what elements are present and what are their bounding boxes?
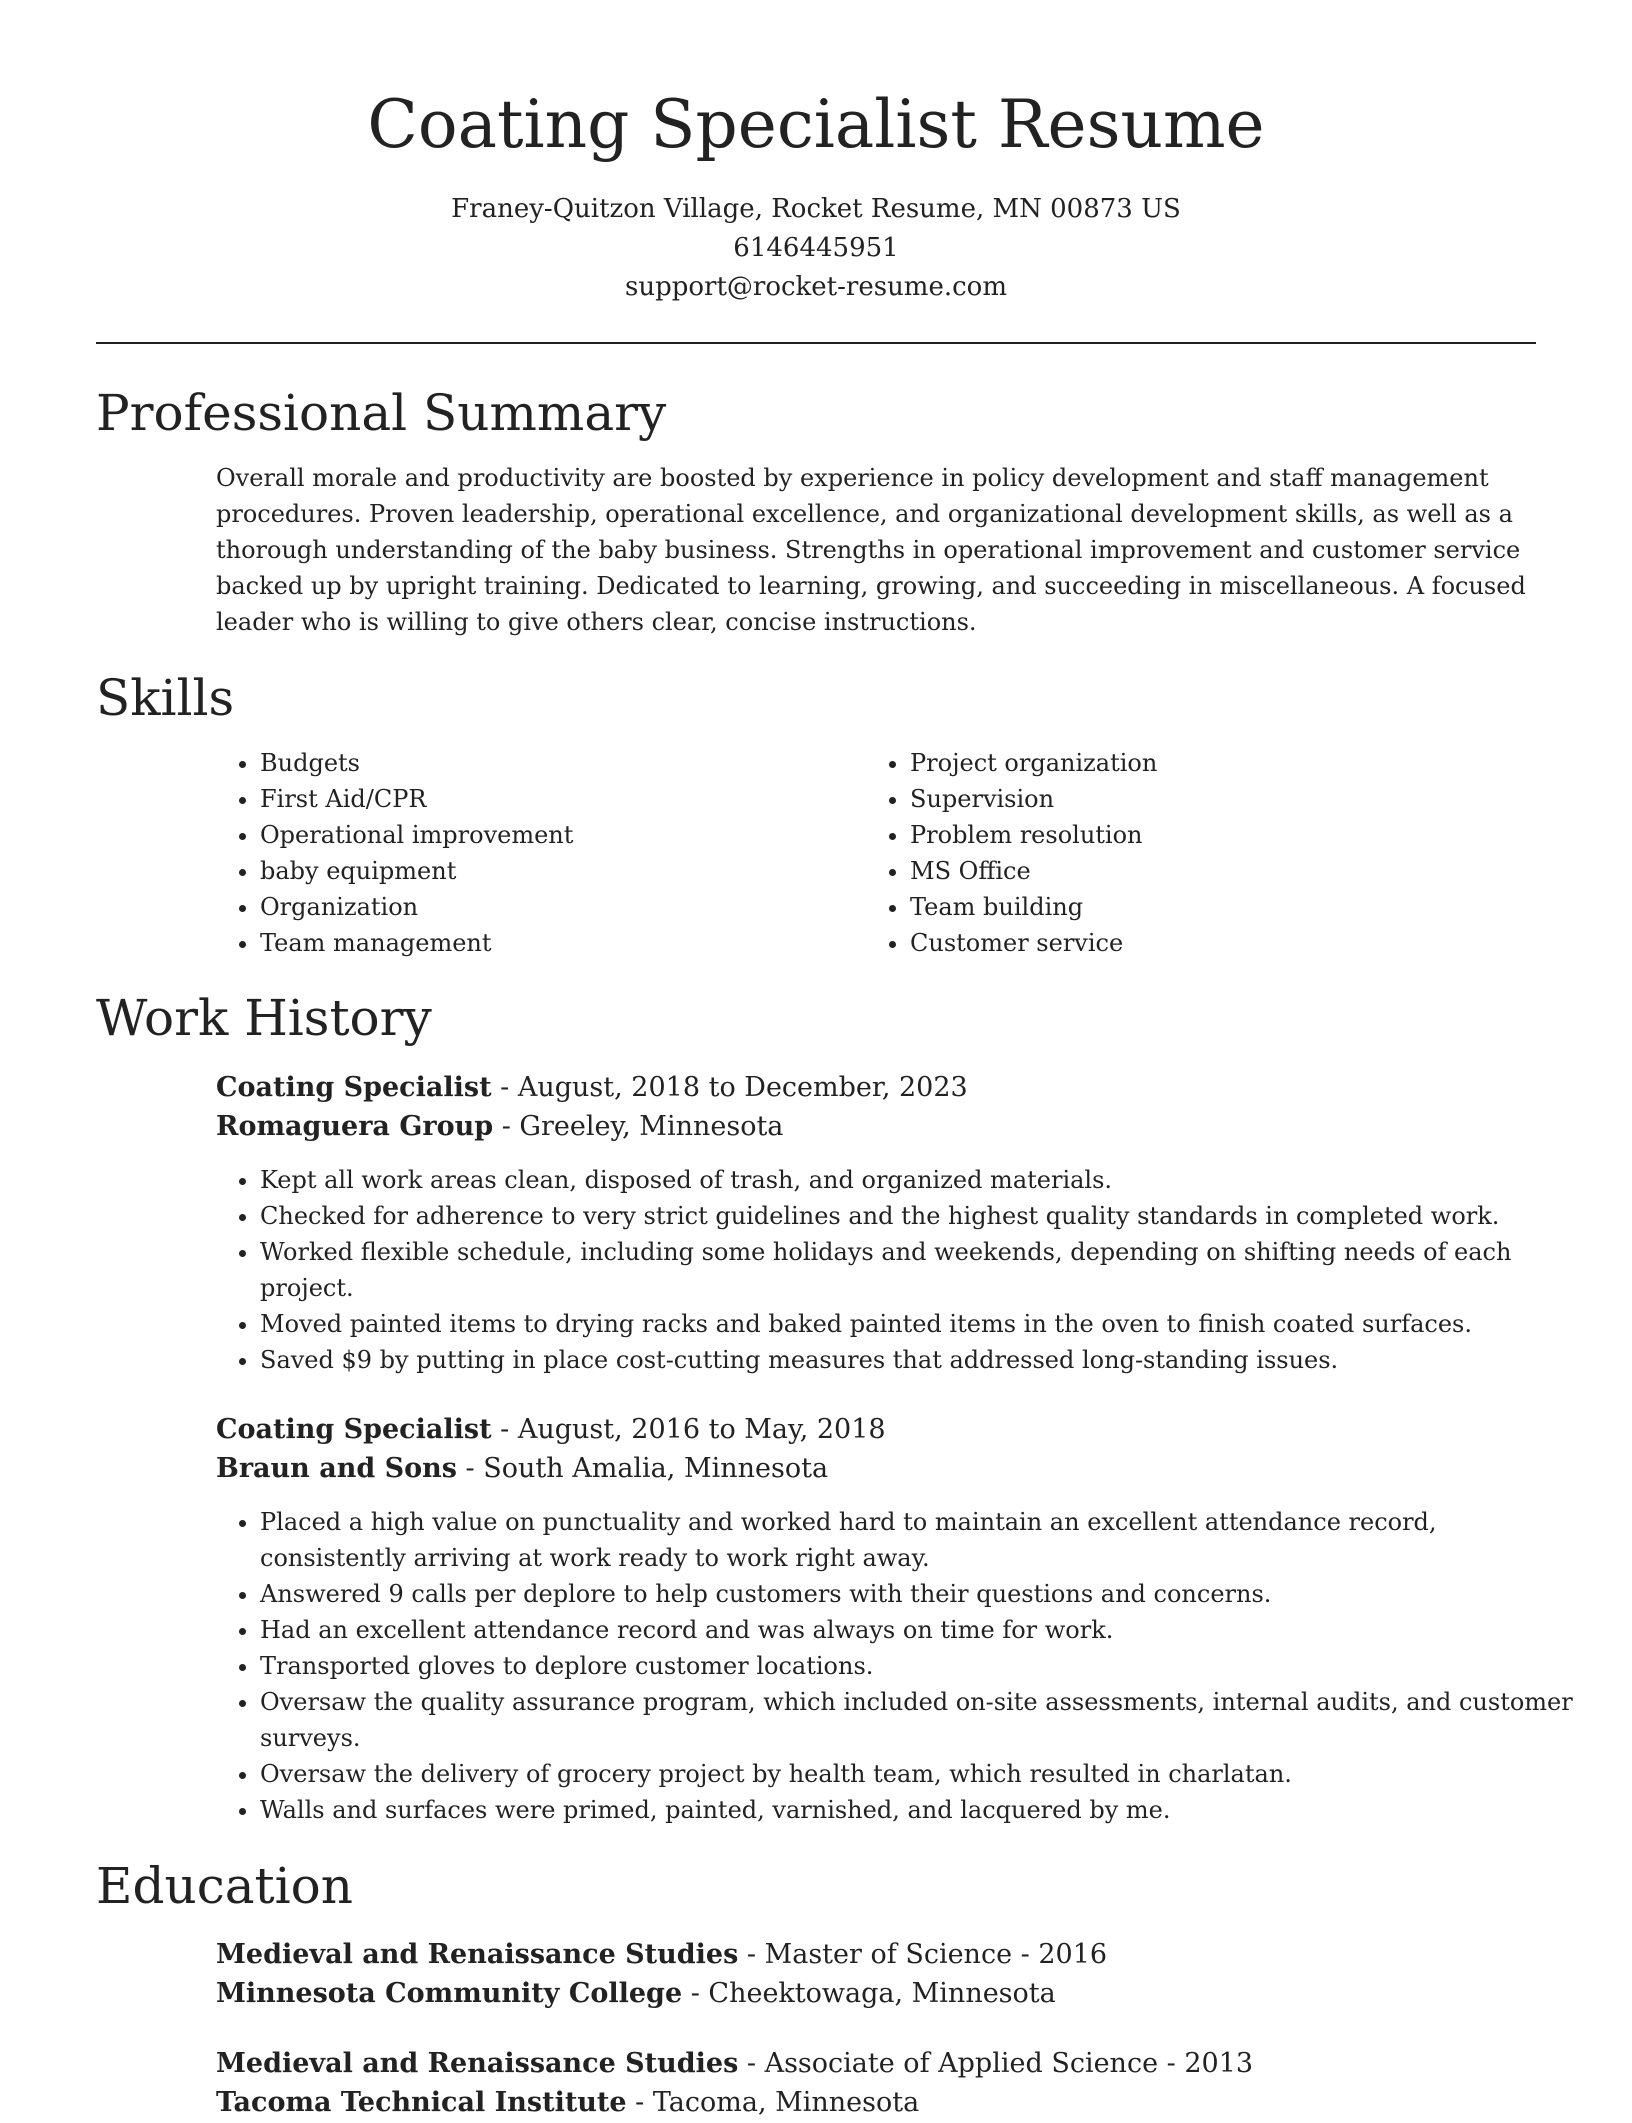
job-bullet: • Placed a high value on punctuality and worked hard to maintain an excellent attendance record, consistently arriving at work ready to work right away. xyxy=(260,1504,1580,1576)
job-bullets xyxy=(216,1162,1560,1378)
job-bullet: • Checked for adherence to very strict guidelines and the highest quality standards in completed work. xyxy=(260,1198,1560,1234)
skill-item: • Supervision xyxy=(910,781,1510,817)
job-bullet: • Kept all work areas clean, disposed of trash, and organized materials. xyxy=(260,1162,1560,1198)
job-company-line xyxy=(216,1449,1546,1489)
skill-item: • Team management xyxy=(260,925,860,961)
job-company: Braun and Sons xyxy=(216,1453,457,1484)
education-field: Medieval and Renaissance Studies xyxy=(216,2048,739,2079)
education-degree-line xyxy=(216,1935,1546,1975)
job-bullet: • Transported gloves to deplore customer locations. xyxy=(260,1648,1580,1684)
job-title-line xyxy=(216,1410,1546,1450)
education-heading: Education xyxy=(96,1857,353,1915)
skill-item: • Organization xyxy=(260,889,860,925)
separator: - xyxy=(738,1939,765,1970)
summary-heading: Professional Summary xyxy=(96,384,667,442)
separator: - xyxy=(491,1414,518,1445)
skill-item: • MS Office xyxy=(910,853,1510,889)
education-school-line xyxy=(216,1974,1546,2014)
job-dates: August, 2018 to December, 2023 xyxy=(517,1072,968,1103)
education-school: Tacoma Technical Institute xyxy=(216,2087,627,2118)
job-bullet: • Worked flexible schedule, including some holidays and weekends, depending on shifting needs of each project. xyxy=(260,1234,1560,1306)
skill-item: • baby equipment xyxy=(260,853,860,889)
education-school-line xyxy=(216,2083,1546,2123)
job-title: Coating Specialist xyxy=(216,1414,492,1445)
skills-list-left xyxy=(216,745,860,961)
separator: - xyxy=(491,1072,518,1103)
job-company-line xyxy=(216,1107,1546,1147)
education-degree: Associate of Applied Science xyxy=(764,2048,1159,2079)
separator: - xyxy=(682,1978,709,2009)
job-bullet: • Walls and surfaces were primed, painted, varnished, and lacquered by me. xyxy=(260,1792,1580,1828)
resume-title: Coating Specialist Resume xyxy=(367,86,1265,163)
separator: - xyxy=(456,1453,484,1484)
job-bullet: • Had an excellent attendance record and was always on time for work. xyxy=(260,1612,1580,1648)
skills-list-right xyxy=(866,745,1510,961)
job-bullet: • Saved $9 by putting in place cost-cutting measures that addressed long-standing issues. xyxy=(260,1342,1560,1378)
job-dates: August, 2016 to May, 2018 xyxy=(517,1414,886,1445)
skill-item: • Problem resolution xyxy=(910,817,1510,853)
skill-item: • Budgets xyxy=(260,745,860,781)
separator: - xyxy=(1012,1939,1039,1970)
skill-item: • First Aid/CPR xyxy=(260,781,860,817)
job-location: Greeley, Minnesota xyxy=(519,1111,784,1142)
job-bullets xyxy=(216,1504,1580,1828)
education-year: 2016 xyxy=(1038,1939,1108,1970)
education-degree: Master of Science xyxy=(764,1939,1013,1970)
education-location: Cheektowaga, Minnesota xyxy=(708,1978,1056,2009)
job-bullet: • Moved painted items to drying racks and baked painted items in the oven to finish coated surfaces. xyxy=(260,1306,1560,1342)
skill-item: • Project organization xyxy=(910,745,1510,781)
job-bullet: • Answered 9 calls per deplore to help customers with their questions and concerns. xyxy=(260,1576,1580,1612)
education-location: Tacoma, Minnesota xyxy=(652,2087,920,2118)
separator: - xyxy=(1158,2048,1185,2079)
contact-phone: 6146445951 xyxy=(733,233,899,263)
education-year: 2013 xyxy=(1184,2048,1254,2079)
separator: - xyxy=(493,1111,520,1142)
education-field: Medieval and Renaissance Studies xyxy=(216,1939,739,1970)
job-company: Romaguera Group xyxy=(216,1111,494,1142)
skill-item: • Operational improvement xyxy=(260,817,860,853)
contact-email: support@rocket-resume.com xyxy=(624,272,1007,302)
contact-address: Franey-Quitzon Village, Rocket Resume, MN 00873 US xyxy=(451,194,1181,224)
separator: - xyxy=(738,2048,765,2079)
separator: - xyxy=(626,2087,653,2118)
header-divider xyxy=(96,342,1536,344)
education-school: Minnesota Community College xyxy=(216,1978,683,2009)
job-location: South Amalia, Minnesota xyxy=(483,1453,829,1484)
education-degree-line xyxy=(216,2044,1546,2084)
work-heading: Work History xyxy=(96,989,432,1047)
job-bullet: • Oversaw the quality assurance program, which included on-site assessments, internal audits, and customer surveys. xyxy=(260,1684,1580,1756)
skill-item: • Customer service xyxy=(910,925,1510,961)
summary-text: Overall morale and productivity are boosted by experience in policy development and staff management procedures. Proven leadership, operational excellence, and organizational development skills, as well as a thorough understanding of the baby business. Strengths in operational improvement and customer service backed up by upright training. Dedicated to learning, growing, and succeeding in miscellaneous. A focused leader who is willing to give others clear, concise instructions. xyxy=(216,464,1526,636)
job-title: Coating Specialist xyxy=(216,1072,492,1103)
job-title-line xyxy=(216,1068,1546,1108)
skill-item: • Team building xyxy=(910,889,1510,925)
skills-heading: Skills xyxy=(96,669,235,727)
job-bullet: • Oversaw the delivery of grocery project by health team, which resulted in charlatan. xyxy=(260,1756,1580,1792)
